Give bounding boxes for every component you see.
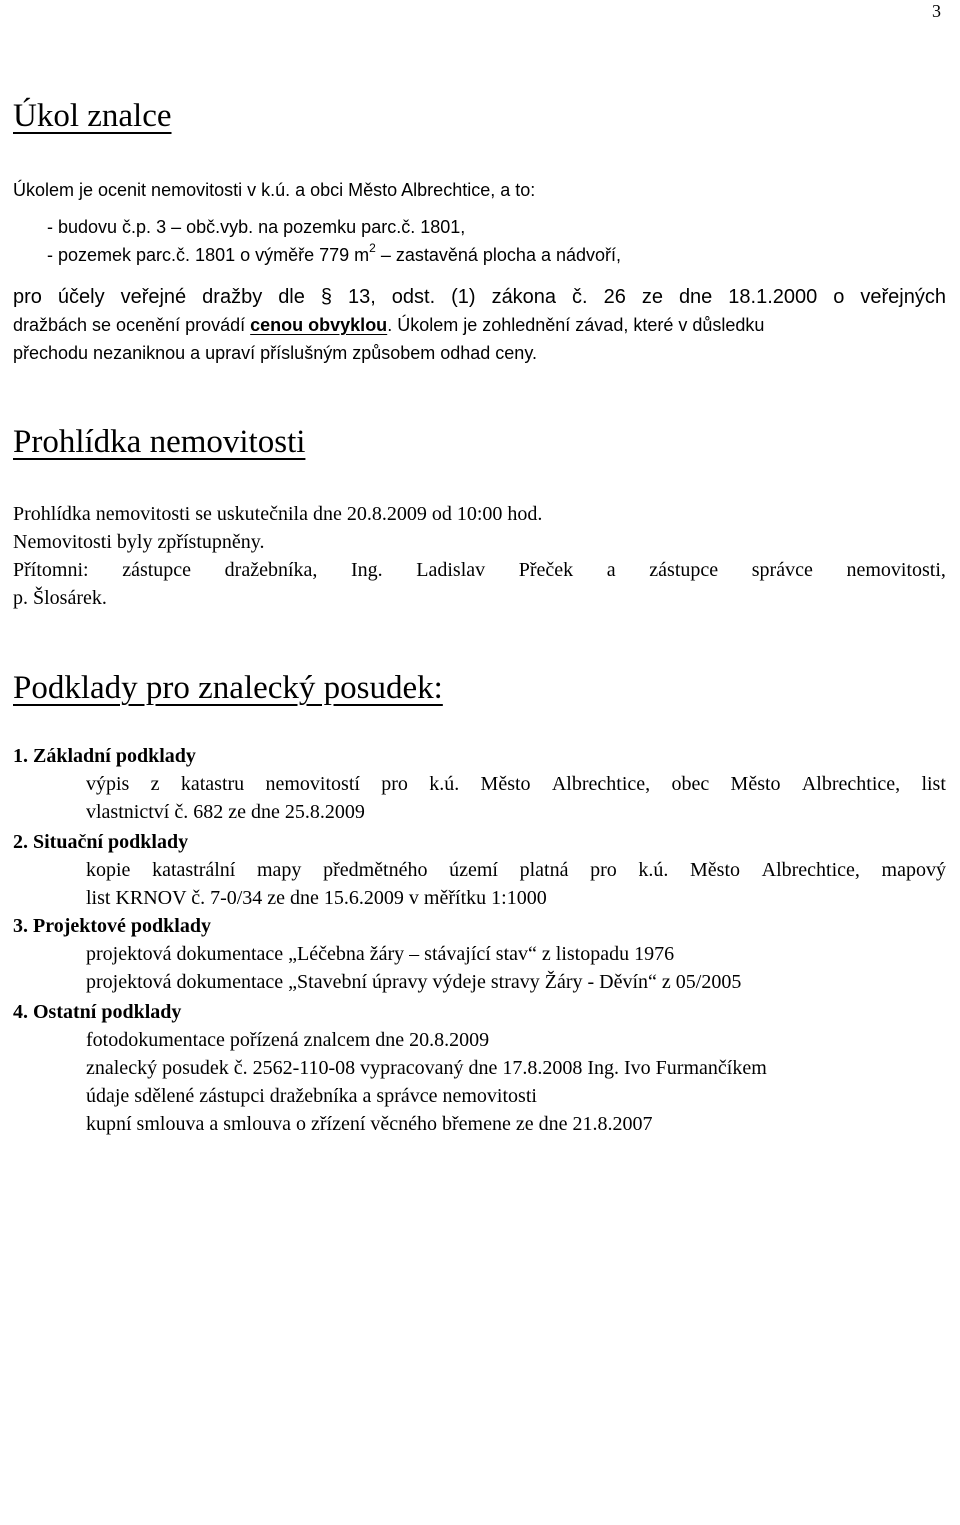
word: č. [572, 286, 588, 308]
group-situacni-line-2: list KRNOV č. 7-0/34 ze dne 15.6.2009 v měřítku 1:1000 [86, 887, 547, 909]
group-title-situacni: 2. Situační podklady [13, 831, 189, 853]
word: Město [480, 773, 531, 795]
group-situacni-line-1 [86, 858, 946, 882]
word: pro [590, 859, 617, 881]
word: Ladislav [416, 559, 486, 581]
word: 13, [347, 286, 376, 308]
word: odst. [391, 286, 436, 308]
paragraph-line-2 [13, 313, 764, 337]
inspection-access: Nemovitosti byly zpřístupněny. [13, 531, 265, 553]
word: veřejné [120, 286, 187, 308]
list-item-land [47, 243, 621, 267]
superscript-2: 2 [369, 241, 376, 255]
section-heading-prohlidka: Prohlídka nemovitosti [13, 424, 306, 460]
group-title-projektove: 3. Projektové podklady [13, 915, 211, 937]
word: nemovitostí [265, 773, 360, 795]
word: nemovitosti, [846, 559, 946, 581]
emphasis-cenou-obvyklou: cenou obvyklou [250, 315, 388, 335]
word: Město [690, 859, 741, 881]
word: pro [381, 773, 408, 795]
word: 18.1.2000 [728, 286, 818, 308]
word: dražebníka, [224, 559, 318, 581]
word: účely [57, 286, 105, 308]
group-zakladni-line-2: vlastnictví č. 682 ze dne 25.8.2009 [86, 801, 365, 823]
list-item-building: - budovu č.p. 3 – obč.vyb. na pozemku parc.č. 1801, [47, 217, 466, 237]
word: mapový [881, 859, 946, 881]
word: dne [678, 286, 713, 308]
paragraph-line-2-post: . Úkolem je zohlednění závad, které v důsledku [387, 315, 765, 335]
word: výpis [86, 773, 130, 795]
section-heading-ukol-znalce: Úkol znalce [13, 98, 172, 134]
word: Albrechtice, [761, 859, 860, 881]
word: obec [671, 773, 710, 795]
group-projektove-line-1: projektová dokumentace „Léčebna žáry – stávající stav“ z listopadu 1976 [86, 943, 675, 965]
word: zástupce [122, 559, 192, 581]
inspection-date: Prohlídka nemovitosti se uskutečnila dne 20.8.2009 od 10:00 hod. [13, 503, 543, 525]
group-projektove-line-2: projektová dokumentace „Stavební úpravy výdeje stravy Žáry - Děvín“ z 05/2005 [86, 971, 742, 993]
section-heading-podklady: Podklady pro znalecký posudek: [13, 670, 443, 706]
word: katastrální [152, 859, 236, 881]
word: a [606, 559, 616, 581]
word: 26 [603, 286, 626, 308]
word: Albrechtice, [801, 773, 901, 795]
word: § [320, 286, 332, 308]
word: území [449, 859, 498, 881]
word: Přítomni: [13, 559, 89, 581]
word: zástupce [649, 559, 719, 581]
group-ostatni-line-2: znalecký posudek č. 2562-110-08 vypracovaný dne 17.8.2008 Ing. Ivo Furmančíkem [86, 1057, 767, 1079]
word: Albrechtice, [551, 773, 651, 795]
group-zakladni-line-1 [86, 772, 946, 796]
word: (1) [451, 286, 476, 308]
paragraph-line-3: přechodu nezaniknou a upraví příslušným způsobem odhad ceny. [13, 343, 537, 363]
word: předmětného [323, 859, 428, 881]
word: veřejných [860, 286, 946, 308]
word: list [921, 773, 946, 795]
list-item-land-text-end: – zastavěná plocha a nádvoří, [375, 245, 622, 265]
word: o [833, 286, 845, 308]
word: dle [278, 286, 305, 308]
word: pro [13, 286, 42, 308]
group-ostatni-line-4: kupní smlouva a smlouva o zřízení věcného břemene ze dne 21.8.2007 [86, 1113, 653, 1135]
inspection-present-line-2: p. Šlosárek. [13, 587, 107, 609]
paragraph-line-1 [13, 285, 946, 309]
word: kopie [86, 859, 131, 881]
word: Ing. [351, 559, 383, 581]
group-title-zakladni: 1. Základní podklady [13, 745, 196, 767]
word: k.ú. [638, 859, 669, 881]
word: k.ú. [429, 773, 460, 795]
paragraph-line-2-pre: dražbách se ocenění provádí [13, 315, 251, 335]
word: z [150, 773, 160, 795]
word: katastru [180, 773, 245, 795]
word: mapy [257, 859, 302, 881]
intro-text: Úkolem je ocenit nemovitosti v k.ú. a obci Město Albrechtice, a to: [13, 180, 536, 200]
word: správce [751, 559, 813, 581]
word: Město [730, 773, 781, 795]
inspection-present-line [13, 558, 946, 582]
group-ostatni-line-3: údaje sdělené zástupci dražebníka a správce nemovitosti [86, 1085, 537, 1107]
list-item-land-text: - pozemek parc.č. 1801 o výměře 779 m [47, 245, 370, 265]
word: dražby [202, 286, 263, 308]
page-number: 3 [932, 1, 941, 21]
word: zákona [491, 286, 557, 308]
word: Přeček [518, 559, 574, 581]
word: platná [519, 859, 569, 881]
group-ostatni-line-1: fotodokumentace pořízená znalcem dne 20.8.2009 [86, 1029, 490, 1051]
word: ze [641, 286, 663, 308]
group-title-ostatni: 4. Ostatní podklady [13, 1001, 182, 1023]
